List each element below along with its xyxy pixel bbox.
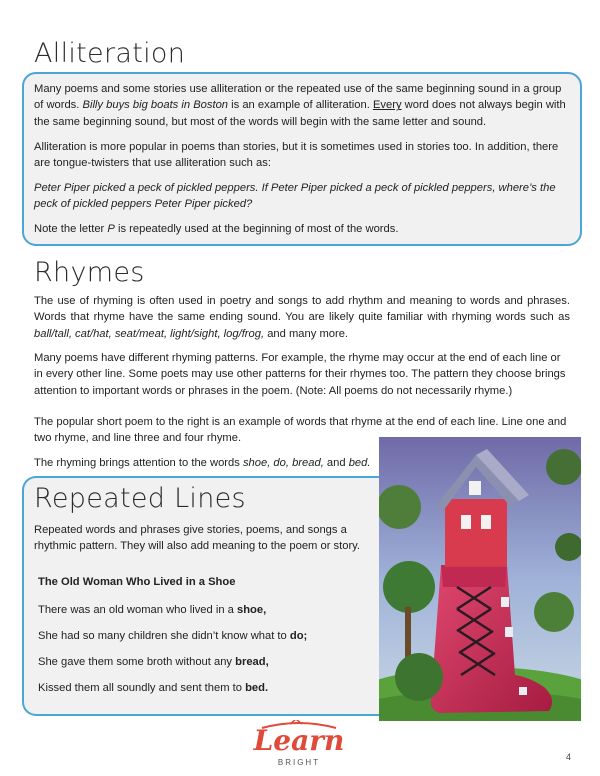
alliteration-paragraph-1: Many poems and some stories use alliteration or the repeated use of the same beginning sound in a group of words. Billy buys big boats in Boston is an example of alliteration. Every word does not always begin with the same beginning sound, but most of the words will begin with the same letter and sound.: [34, 83, 566, 128]
logo-subtitle: BRIGHT: [277, 758, 321, 767]
house-boot-illustration: [379, 437, 581, 721]
rhymes-paragraph-1: The use of rhyming is often used in poetry and songs to add rhythm and meaning to words and phrases. Words that rhyme have the same ending sound. You are likely quite familiar with rhyming words such as ball/tall, cat/hat, seat/meat, light/sight, log/frog, and many more.: [34, 295, 570, 340]
learn-bright-logo: [244, 720, 354, 772]
alliteration-heading: Alliteration: [34, 38, 186, 69]
poem-line-3: She gave them some broth without any bread,: [38, 656, 269, 668]
alliteration-paragraph-2: Alliteration is more popular in poems than stories, but it is sometimes used in stories too. In addition, there are tongue-twisters that use alliteration such as:: [34, 141, 559, 170]
rhymes-heading: Rhymes: [34, 257, 145, 288]
repeated-lines-intro: Repeated words and phrases give stories, poems, and songs a rhythmic pattern. They will also add meaning to the poem or story.: [34, 524, 361, 553]
poem-line-1: There was an old woman who lived in a shoe,: [38, 604, 267, 616]
rhymes-paragraph-4: The rhyming brings attention to the words shoe, do, bread, and bed.: [34, 457, 371, 469]
rhymes-paragraph-2: Many poems have different rhyming patterns. For example, the rhyme may occur at the end of each line or in every other line. Some poets may use other patterns for their rhymes too. The pattern they choose brings attention to important words or phrases in the poem. (Note: All poems do not necessarily rhyme.): [34, 352, 566, 397]
poem-line-4: Kissed them all soundly and sent them to bed.: [38, 682, 269, 694]
poem-title: The Old Woman Who Lived in a Shoe: [38, 576, 236, 588]
logo-word: Learn: [253, 724, 345, 757]
tongue-twister: Peter Piper picked a peck of pickled peppers. If Peter Piper picked a peck of pickled peppers, where’s the peck of pickled peppers Peter Piper picked?: [34, 182, 556, 211]
repeated-lines-heading: Repeated Lines: [34, 483, 246, 514]
poem-line-2: She had so many children she didn’t know what to do;: [38, 630, 308, 642]
page-number: 4: [566, 752, 572, 762]
rhymes-paragraph-3: The popular short poem to the right is an example of words that rhyme at the end of each line. Line one and two rhyme, and line three and four rhyme.: [34, 416, 567, 445]
alliteration-note: Note the letter P is repeatedly used at the beginning of most of the words.: [34, 223, 399, 235]
